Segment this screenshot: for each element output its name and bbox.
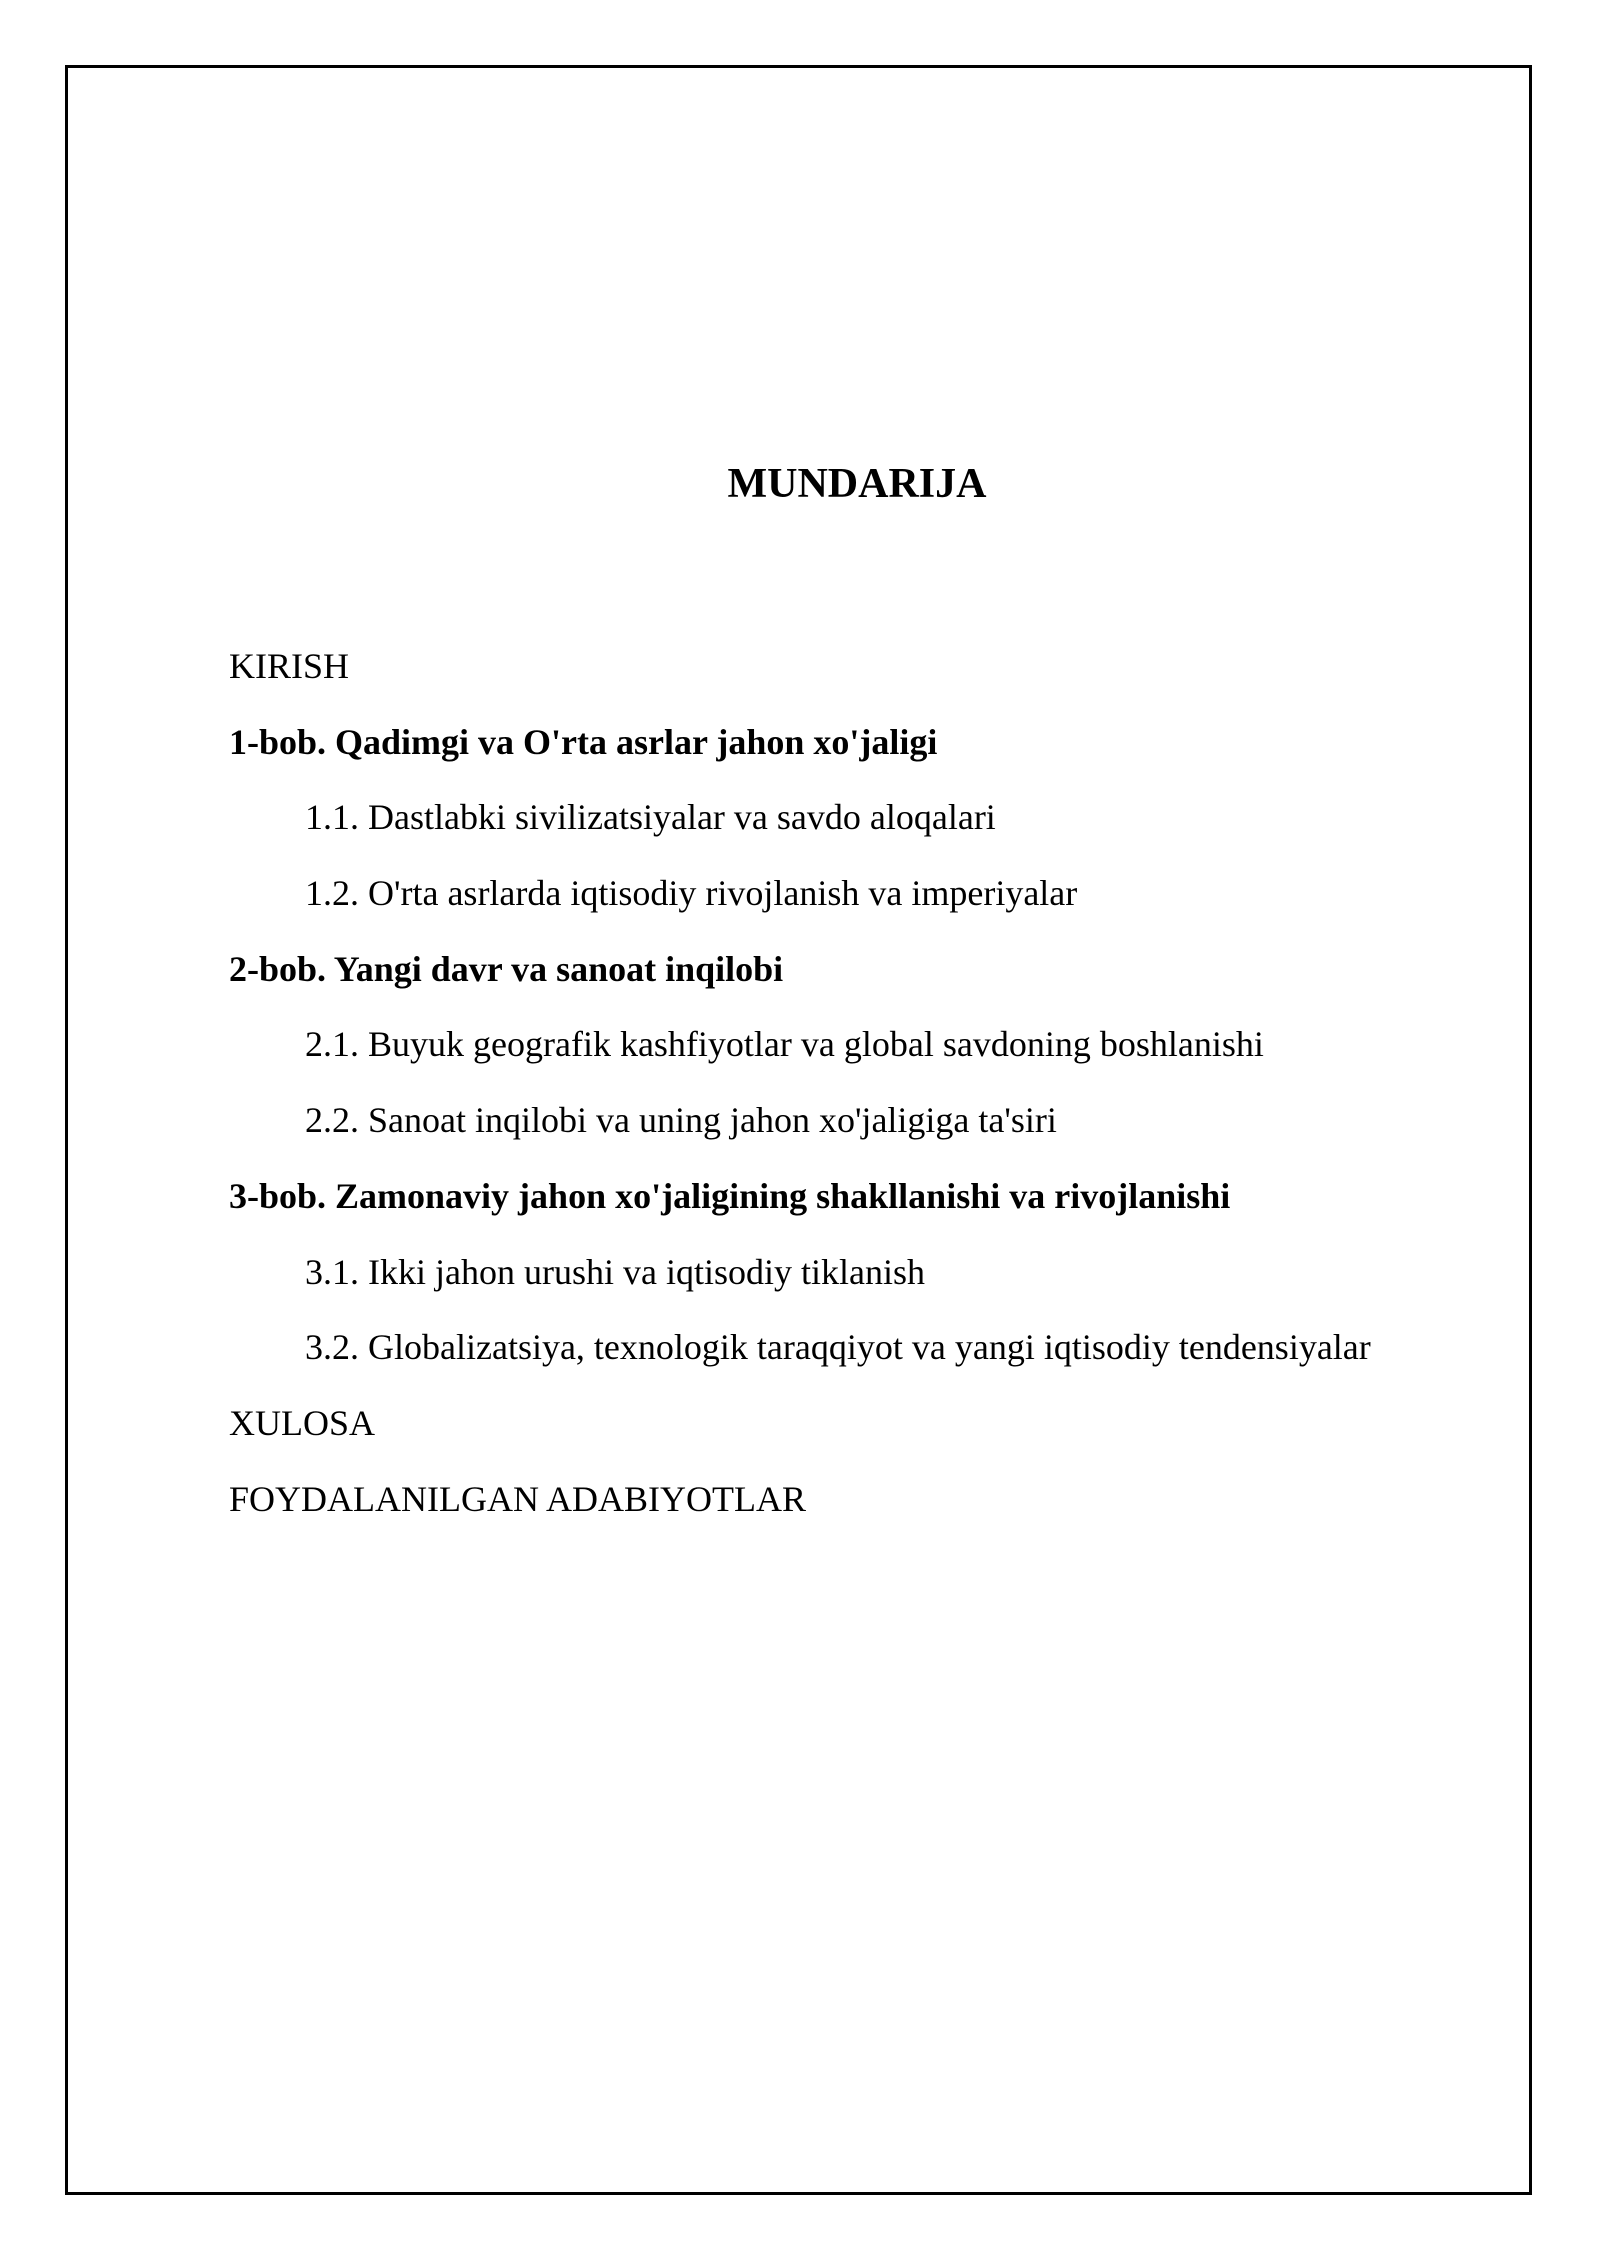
toc-section-2-1: 2.1. Buyuk geografik kashfiyotlar va global savdoning boshlanishi bbox=[305, 1024, 1264, 1065]
toc-section-1-2: 1.2. O'rta asrlarda iqtisodiy rivojlanish va imperiyalar bbox=[305, 873, 1078, 914]
table-of-contents bbox=[229, 640, 1371, 1548]
toc-section-1-1: 1.1. Dastlabki sivilizatsiyalar va savdo aloqalari bbox=[305, 797, 996, 838]
toc-item-conclusion: XULOSA bbox=[229, 1402, 376, 1443]
toc-item-introduction: KIRISH bbox=[229, 646, 350, 686]
toc-section-2-2: 2.2. Sanoat inqilobi va uning jahon xo'jaligiga ta'siri bbox=[305, 1100, 1057, 1141]
toc-section-3-2: 3.2. Globalizatsiya, texnologik taraqqiyot va yangi iqtisodiy tendensiyalar bbox=[305, 1327, 1371, 1368]
toc-item-references: FOYDALANILGAN ADABIYOTLAR bbox=[229, 1478, 806, 1519]
toc-chapter-2: 2-bob. Yangi davr va sanoat inqilobi bbox=[229, 948, 784, 989]
toc-chapter-3: 3-bob. Zamonaviy jahon xo'jaligining shakllanishi va rivojlanishi bbox=[229, 1175, 1231, 1216]
toc-section-3-1: 3.1. Ikki jahon urushi va iqtisodiy tiklanish bbox=[305, 1251, 925, 1292]
page-title: MUNDARIJA bbox=[727, 461, 987, 507]
toc-chapter-1: 1-bob. Qadimgi va O'rta asrlar jahon xo'jaligi bbox=[229, 721, 938, 762]
